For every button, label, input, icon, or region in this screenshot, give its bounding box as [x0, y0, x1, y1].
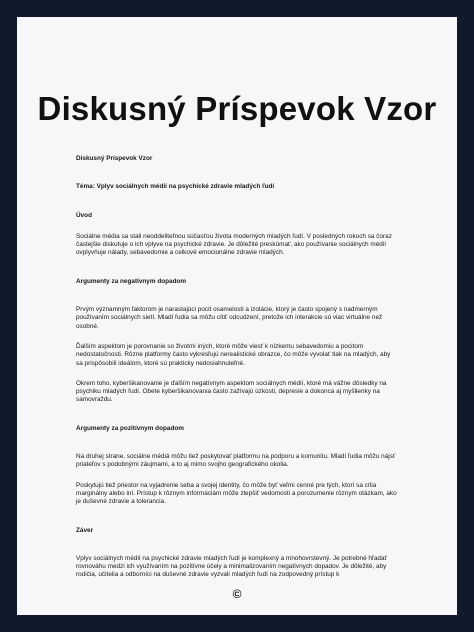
page-title: Diskusný Príspevok Vzor: [37, 90, 437, 127]
paragraph: Na druhej strane, sociálne médiá môžu tiež poskytovať platformu na podporu a komunitu. Mladí ľudia môžu nájsť priateľov s podobnými záujmami, a to aj mimo svojho geografického okolia.: [76, 453, 396, 469]
document-body: [76, 155, 398, 580]
topic-line: Téma: Vplyv sociálnych médií na psychické zdravie mladých ľudí: [76, 183, 275, 191]
paragraph: Ďalším aspektom je porovnanie so životmi iných, ktoré môže viesť k nízkemu sebavedomiu a pocitom nedostatočnosti. Rôzne platformy často vykresľujú nerealistické obrazce, čo môže vyvolať tlak na mladých, aby sa prispôsobili ideálom, ktoré sú prakticky nedosiahnuteľné.: [76, 342, 391, 367]
copyright-icon: ©: [232, 587, 242, 601]
section-heading-intro: Úvod: [76, 211, 92, 219]
paragraph: Vplyv sociálnych médií na psychické zdravie mladých ľudí je komplexný a mnohovrstevný. Je potrebné hľadať rovnováhu medzi ich využívaním na pozitívne účely a minimalizovaním negatívnych dopadov. Je dôležité, aby rodičia, učitelia a odborníci na duševné zdravie vyzvali mladých ľudí na zodpovedný prístup k: [76, 554, 387, 579]
section-heading-conclusion: Záver: [76, 526, 94, 534]
paragraph: Okrem toho, kyberšikanovanie je ďalším negatívnym aspektom sociálnych médií, ktoré má vážne dôsledky na psychiku mladých ľudí. Obete kyberšikanovania často zažívajú úzkosti, depresie a dokonca aj myšlienky na samovraždu.: [76, 379, 387, 404]
paragraph: Prvým významným faktorom je narastajúci pocit osamelosti a izolácie, ktorý je často spojený s nadmerným používaním sociálnych sietí. Mladí ľudia sa môžu cítiť odcudzení, pretože ich interakcie sú viac virtuálne než osobné.: [76, 306, 383, 330]
paragraph: Sociálne média sa stali neoddeliteľnou súčasťou života moderných mladých ľudí. V posledných rokoch sa čoraz častejšie diskutuje o ich vplyve na psychické zdravie. Je dôležité preskúmať, ako používanie sociálnych médií ovplyvňuje nálady, sebavedomie a celkové emocionálne zdravie mladých.: [76, 232, 392, 257]
paragraph: Poskytujú tiež priestor na vyjadrenie seba a svojej identity, čo môže byť veľmi cenné pre tých, ktorí sa cítia marginálny alebo iní. Prístup k rôznym informáciám môže zlepšiť vedomosti a porozumenie rôznym otázkam, ako je duševné zdravie a tolerancia.: [76, 481, 397, 506]
document-page: [17, 17, 457, 615]
section-heading-negative: Argumenty za negatívnym dopadom: [76, 277, 187, 285]
section-heading-positive: Argumenty za pozitívnym dopadom: [76, 424, 184, 432]
doc-heading: Diskusný Príspevok Vzor: [76, 155, 153, 162]
